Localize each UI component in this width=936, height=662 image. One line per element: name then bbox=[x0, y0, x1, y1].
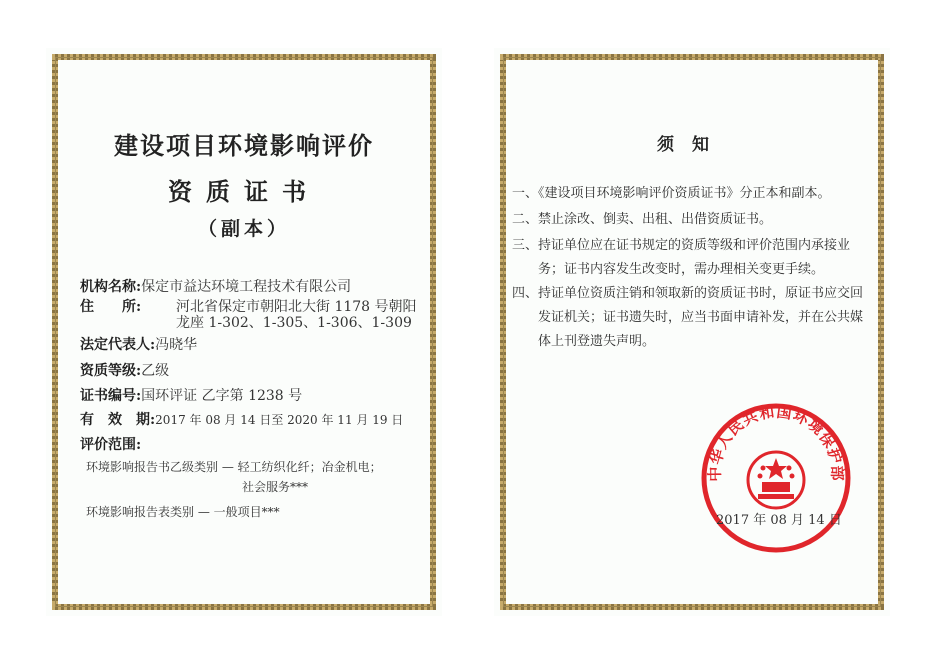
copy-label: （副本） bbox=[197, 218, 290, 240]
institution-label: 机构名称: bbox=[80, 279, 142, 295]
scope-line-1: 环境影响报告书乙级类别 — 轻工纺织化纤；冶金机电； bbox=[86, 460, 382, 474]
seal-text: 中华人民共和国环境保护部 bbox=[705, 402, 847, 482]
certificate-title: 建设项目环境影响评价 bbox=[114, 131, 374, 160]
seal-ring bbox=[704, 406, 848, 550]
notice-item-2: 二、禁止涂改、倒卖、出租、出借资质证书。 bbox=[512, 212, 773, 227]
notice-item-4-cont: 发证机关；证书遗失时，应当书面申请补发，并在公共媒 bbox=[538, 310, 864, 325]
notice-title: 须知 bbox=[657, 135, 727, 155]
legal-rep-label: 法定代表人: bbox=[80, 337, 156, 353]
validity-row bbox=[80, 409, 403, 429]
cert-number-row bbox=[80, 385, 302, 405]
grade-label: 资质等级: bbox=[80, 363, 142, 379]
legal-rep-value: 冯晓华 bbox=[155, 337, 198, 353]
official-seal bbox=[700, 402, 852, 554]
validity-label: 有 效 期: bbox=[80, 412, 156, 428]
notice-item-3: 三、持证单位应在证书规定的资质等级和评价范围内承接业 bbox=[512, 238, 851, 253]
address-line-1: 河北省保定市朝阳北大街 1178 号朝阳 bbox=[176, 299, 417, 315]
notice-item-4: 四、持证单位资质注销和领取新的资质证书时，原证书应交回 bbox=[512, 286, 864, 301]
scope-line-2: 社会服务*** bbox=[242, 480, 309, 494]
institution-row bbox=[80, 276, 351, 296]
national-emblem-icon bbox=[748, 452, 804, 508]
scope-line-3: 环境影响报告表类别 — 一般项目*** bbox=[86, 505, 280, 519]
grade-value: 乙级 bbox=[141, 363, 170, 379]
certificate-subtitle: 资质证书 bbox=[168, 177, 320, 206]
notice-item-1: 一、《建设项目环境影响评价资质证书》分正本和副本。 bbox=[512, 186, 831, 201]
notice-item-3-cont: 务；证书内容发生改变时，需办理相关变更手续。 bbox=[538, 262, 825, 277]
address-row bbox=[80, 296, 141, 316]
validity-value: 2017 年 08 月 14 日至 2020 年 11 月 19 日 bbox=[155, 413, 404, 427]
certificate-left-page bbox=[46, 48, 442, 616]
address-line-2: 龙座 1-302、1-305、1-306、1-309 bbox=[176, 315, 412, 331]
legal-rep-row bbox=[80, 334, 197, 354]
scope-label: 评价范围: bbox=[80, 437, 142, 453]
issue-date: 2017 年 08 月 14 日 bbox=[716, 513, 842, 528]
notice-item-4-cont2: 体上刊登遗失声明。 bbox=[538, 334, 656, 349]
cert-number-label: 证书编号: bbox=[80, 388, 142, 404]
grade-row bbox=[80, 360, 169, 380]
institution-value: 保定市益达环境工程技术有限公司 bbox=[141, 279, 352, 295]
cert-number-value: 国环评证 乙字第 1238 号 bbox=[141, 388, 303, 404]
address-label: 住 所: bbox=[80, 299, 142, 315]
scope-row bbox=[80, 434, 141, 454]
